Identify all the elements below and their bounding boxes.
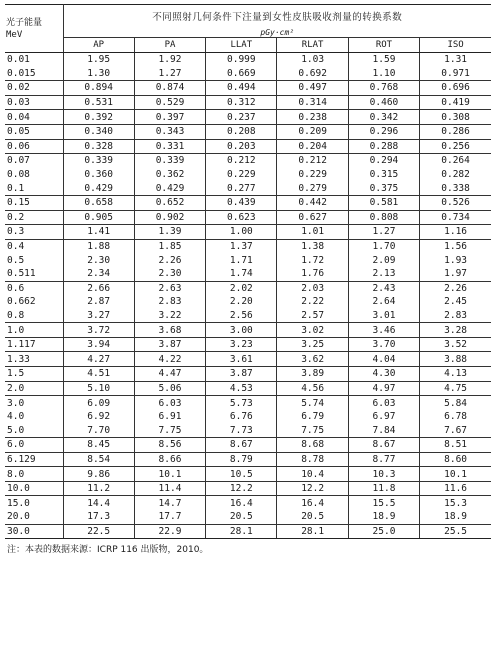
value-cell-iso: 25.5 [420, 524, 491, 539]
value-cell-llat: 0.229 [206, 168, 277, 182]
value-cell-ap: 6.09 [63, 396, 134, 410]
value-cell-llat: 0.494 [206, 81, 277, 96]
value-cell-iso: 5.84 [420, 396, 491, 410]
value-cell-rlat: 10.4 [277, 467, 348, 482]
value-cell-iso: 2.83 [444, 309, 468, 321]
column-header-iso: ISO [420, 38, 491, 53]
value-cell-ap: 2.87 [63, 295, 134, 309]
table-row [5, 281, 491, 295]
value-cell-rlat: 8.78 [277, 452, 348, 467]
table-body [5, 53, 491, 539]
value-cell-pa: 2.63 [134, 281, 205, 295]
table-title: 不同照射几何条件下注量到女性皮肤吸收剂量的转换系数 [63, 5, 491, 28]
value-cell-pa: 17.7 [134, 510, 205, 524]
energy-cell: 0.04 [5, 110, 63, 125]
value-cell-pa: 5.06 [134, 381, 205, 396]
value-cell-iso: 18.9 [444, 511, 468, 523]
table-row [5, 452, 491, 467]
table-row [5, 53, 491, 67]
value-cell-ap: 3.72 [63, 323, 134, 338]
value-cell-rlat: 3.25 [277, 337, 348, 352]
value-cell-pa: 14.7 [134, 496, 205, 510]
value-cell-iso: 8.51 [420, 438, 491, 453]
value-cell-pa: 0.429 [134, 181, 205, 195]
value-cell-rot: 0.294 [348, 154, 419, 168]
value-cell-pa: 0.331 [134, 139, 205, 154]
energy-cell: 1.117 [5, 337, 63, 352]
value-cell-rot: 3.46 [348, 323, 419, 338]
value-cell-ap: 17.3 [63, 510, 134, 524]
value-cell-iso: 2.26 [420, 281, 491, 295]
table-row [5, 524, 491, 539]
table-header [5, 5, 491, 53]
value-cell-rot: 2.09 [348, 253, 419, 267]
value-cell-llat: 0.312 [206, 95, 277, 110]
value-cell-llat: 2.02 [206, 281, 277, 295]
value-cell-rot: 0.581 [348, 195, 419, 210]
value-cell-rlat: 5.74 [277, 396, 348, 410]
value-cell-ap: 0.905 [63, 210, 134, 225]
conversion-coefficient-table [5, 4, 491, 539]
energy-cell: 0.01 [5, 53, 63, 67]
value-cell-rot: 15.5 [348, 496, 419, 510]
table-row [5, 67, 491, 81]
table-row [5, 267, 491, 281]
value-cell-rlat: 3.89 [277, 367, 348, 382]
value-cell-rlat: 3.62 [277, 352, 348, 367]
value-cell-rlat: 0.229 [277, 168, 348, 182]
coefficient-unit: pGy·cm² [260, 27, 295, 37]
energy-cell: 15.0 [5, 496, 63, 510]
value-cell-iso: 0.286 [420, 124, 491, 139]
value-cell-ap: 0.392 [63, 110, 134, 125]
value-cell-ap: 1.88 [63, 239, 134, 253]
table-row [5, 225, 491, 240]
table-row [5, 139, 491, 154]
value-cell-llat: 1.74 [206, 267, 277, 281]
value-cell-ap: 6.92 [63, 410, 134, 424]
value-cell-llat: 28.1 [206, 524, 277, 539]
value-cell-llat: 12.2 [206, 481, 277, 496]
value-cell-ap: 22.5 [63, 524, 134, 539]
value-cell-llat: 8.67 [206, 438, 277, 453]
value-cell-rlat: 16.4 [277, 496, 348, 510]
conversion-coefficient-document [5, 4, 493, 555]
table-row [5, 467, 491, 482]
value-cell-iso: 1.97 [444, 268, 468, 280]
energy-cell: 1.5 [5, 367, 63, 382]
value-cell-rlat: 2.03 [277, 281, 348, 295]
value-cell-rot: 7.84 [348, 423, 419, 437]
value-cell-iso: 8.60 [420, 452, 491, 467]
energy-cell: 1.33 [5, 352, 63, 367]
value-cell-pa: 10.1 [134, 467, 205, 482]
value-cell-llat: 1.37 [206, 239, 277, 253]
energy-cell: 0.015 [5, 67, 63, 81]
value-cell-rot: 2.43 [348, 281, 419, 295]
value-cell-ap: 0.340 [63, 124, 134, 139]
value-cell-ap: 2.34 [63, 267, 134, 281]
value-cell-ap: 14.4 [63, 496, 134, 510]
value-cell-ap: 0.531 [63, 95, 134, 110]
energy-cell: 0.6 [5, 281, 63, 295]
value-cell-pa: 1.85 [134, 239, 205, 253]
value-cell-iso: 15.3 [420, 496, 491, 510]
value-cell-rot: 25.0 [348, 524, 419, 539]
value-cell-rlat: 0.238 [277, 110, 348, 125]
value-cell-llat: 6.76 [206, 410, 277, 424]
energy-cell: 0.5 [5, 253, 63, 267]
value-cell-pa: 2.30 [134, 267, 205, 281]
value-cell-pa: 1.39 [134, 225, 205, 240]
value-cell-ap: 3.94 [63, 337, 134, 352]
value-cell-iso: 1.31 [444, 54, 468, 66]
value-cell-pa: 11.4 [134, 481, 205, 496]
value-cell-llat: 2.56 [206, 309, 277, 323]
table-row [5, 81, 491, 96]
photon-energy-label: 光子能量 [6, 17, 43, 28]
value-cell-rlat: 0.497 [277, 81, 348, 96]
value-cell-iso: 0.308 [420, 110, 491, 125]
value-cell-rot: 0.808 [348, 210, 419, 225]
value-cell-rlat: 2.22 [277, 295, 348, 309]
value-cell-rot: 1.27 [348, 225, 419, 240]
value-cell-rot: 0.296 [348, 124, 419, 139]
energy-cell: 5.0 [5, 423, 63, 437]
value-cell-iso: 0.734 [420, 210, 491, 225]
value-cell-pa: 1.92 [134, 53, 205, 67]
value-cell-pa: 1.27 [134, 67, 205, 81]
value-cell-ap: 4.27 [63, 352, 134, 367]
value-cell-pa: 4.22 [134, 352, 205, 367]
value-cell-rot: 18.9 [348, 510, 419, 524]
photon-energy-unit: MeV [6, 29, 23, 40]
value-cell-rot: 8.67 [348, 438, 419, 453]
value-cell-rlat: 0.692 [277, 67, 348, 81]
value-cell-rlat: 1.38 [277, 239, 348, 253]
value-cell-ap: 7.70 [63, 423, 134, 437]
value-cell-pa: 3.22 [134, 309, 205, 323]
table-row [5, 381, 491, 396]
value-cell-llat: 0.623 [206, 210, 277, 225]
table-row [5, 110, 491, 125]
value-cell-iso: 3.88 [420, 352, 491, 367]
value-cell-rlat: 4.56 [277, 381, 348, 396]
value-cell-iso: 0.264 [420, 154, 491, 168]
value-cell-rot: 0.460 [348, 95, 419, 110]
energy-cell: 3.0 [5, 396, 63, 410]
value-cell-iso: 0.282 [441, 169, 470, 181]
value-cell-rot: 3.01 [348, 309, 419, 323]
value-cell-iso: 0.256 [420, 139, 491, 154]
value-cell-pa: 0.874 [134, 81, 205, 96]
table-row [5, 168, 491, 182]
table-row [5, 154, 491, 168]
value-cell-rlat: 0.209 [277, 124, 348, 139]
column-header-rlat: RLAT [277, 38, 348, 53]
value-cell-rlat: 1.01 [277, 225, 348, 240]
value-cell-ap: 1.30 [63, 67, 134, 81]
table-row [5, 124, 491, 139]
value-cell-llat: 0.277 [206, 181, 277, 195]
value-cell-rot: 4.97 [348, 381, 419, 396]
value-cell-ap: 11.2 [63, 481, 134, 496]
value-cell-pa: 6.91 [134, 410, 205, 424]
column-header-rot: ROT [348, 38, 419, 53]
value-cell-llat: 20.5 [206, 510, 277, 524]
value-cell-pa: 0.343 [134, 124, 205, 139]
value-cell-pa: 2.26 [134, 253, 205, 267]
value-cell-ap: 8.54 [63, 452, 134, 467]
value-cell-rlat: 0.279 [277, 181, 348, 195]
value-cell-rlat: 3.02 [277, 323, 348, 338]
value-cell-llat: 0.212 [206, 154, 277, 168]
value-cell-llat: 0.669 [206, 67, 277, 81]
value-cell-ap: 0.894 [63, 81, 134, 96]
value-cell-iso: 0.526 [420, 195, 491, 210]
value-cell-iso: 4.13 [420, 367, 491, 382]
value-cell-rlat: 0.627 [277, 210, 348, 225]
value-cell-rlat: 12.2 [277, 481, 348, 496]
value-cell-llat: 2.20 [206, 295, 277, 309]
value-cell-iso: 6.78 [444, 411, 468, 423]
table-row [5, 367, 491, 382]
value-cell-ap: 2.30 [63, 253, 134, 267]
value-cell-rot: 4.30 [348, 367, 419, 382]
value-cell-iso: 1.93 [444, 254, 468, 266]
energy-cell: 0.05 [5, 124, 63, 139]
value-cell-pa: 0.362 [134, 168, 205, 182]
table-row [5, 95, 491, 110]
value-cell-llat: 0.999 [206, 53, 277, 67]
value-cell-pa: 0.529 [134, 95, 205, 110]
value-cell-rlat: 0.212 [277, 154, 348, 168]
energy-cell: 2.0 [5, 381, 63, 396]
table-row [5, 323, 491, 338]
energy-cell: 0.06 [5, 139, 63, 154]
value-cell-ap: 0.328 [63, 139, 134, 154]
value-cell-pa: 8.66 [134, 452, 205, 467]
energy-cell: 0.2 [5, 210, 63, 225]
value-cell-rlat: 7.75 [277, 423, 348, 437]
energy-cell: 0.08 [5, 168, 63, 182]
table-row [5, 239, 491, 253]
energy-cell: 0.02 [5, 81, 63, 96]
energy-cell: 8.0 [5, 467, 63, 482]
value-cell-rot: 1.10 [348, 67, 419, 81]
value-cell-llat: 0.208 [206, 124, 277, 139]
value-cell-rot: 1.59 [348, 53, 419, 67]
value-cell-rlat: 0.314 [277, 95, 348, 110]
table-row [5, 295, 491, 309]
value-cell-ap: 3.27 [63, 309, 134, 323]
value-cell-ap: 0.339 [63, 154, 134, 168]
value-cell-pa: 22.9 [134, 524, 205, 539]
value-cell-rlat: 20.5 [277, 510, 348, 524]
value-cell-rot: 8.77 [348, 452, 419, 467]
energy-cell: 0.8 [5, 309, 63, 323]
energy-cell: 30.0 [5, 524, 63, 539]
value-cell-llat: 5.73 [206, 396, 277, 410]
value-cell-llat: 8.79 [206, 452, 277, 467]
value-cell-iso: 0.696 [420, 81, 491, 96]
value-cell-ap: 4.51 [63, 367, 134, 382]
value-cell-iso: 3.52 [420, 337, 491, 352]
value-cell-rot: 6.03 [348, 396, 419, 410]
energy-cell: 20.0 [5, 510, 63, 524]
value-cell-rot: 1.70 [348, 239, 419, 253]
value-cell-iso: 1.16 [420, 225, 491, 240]
energy-cell: 6.129 [5, 452, 63, 467]
value-cell-pa: 3.87 [134, 337, 205, 352]
value-cell-llat: 3.87 [206, 367, 277, 382]
value-cell-ap: 1.41 [63, 225, 134, 240]
value-cell-pa: 0.339 [134, 154, 205, 168]
value-cell-llat: 4.53 [206, 381, 277, 396]
value-cell-llat: 1.71 [206, 253, 277, 267]
value-cell-rot: 2.13 [348, 267, 419, 281]
value-cell-iso: 7.67 [444, 424, 468, 436]
value-cell-pa: 2.83 [134, 295, 205, 309]
table-row [5, 423, 491, 437]
value-cell-llat: 16.4 [206, 496, 277, 510]
value-cell-ap: 0.658 [63, 195, 134, 210]
table-row [5, 337, 491, 352]
value-cell-rot: 0.375 [348, 181, 419, 195]
table-row [5, 352, 491, 367]
value-cell-llat: 0.439 [206, 195, 277, 210]
energy-cell: 0.662 [5, 295, 63, 309]
energy-cell: 0.4 [5, 239, 63, 253]
energy-cell: 6.0 [5, 438, 63, 453]
table-row [5, 481, 491, 496]
value-cell-llat: 3.00 [206, 323, 277, 338]
energy-cell: 0.511 [5, 267, 63, 281]
value-cell-llat: 1.00 [206, 225, 277, 240]
energy-cell: 0.3 [5, 225, 63, 240]
value-cell-rot: 0.768 [348, 81, 419, 96]
energy-cell: 0.07 [5, 154, 63, 168]
value-cell-rot: 0.342 [348, 110, 419, 125]
column-header-pa: PA [134, 38, 205, 53]
value-cell-iso: 11.6 [420, 481, 491, 496]
value-cell-rlat: 8.68 [277, 438, 348, 453]
value-cell-rot: 0.315 [348, 168, 419, 182]
value-cell-iso: 0.338 [441, 182, 470, 194]
energy-cell: 0.03 [5, 95, 63, 110]
value-cell-iso: 3.28 [420, 323, 491, 338]
value-cell-iso: 4.75 [420, 381, 491, 396]
value-cell-iso: 2.45 [444, 296, 468, 308]
value-cell-llat: 10.5 [206, 467, 277, 482]
column-header-llat: LLAT [206, 38, 277, 53]
energy-cell: 4.0 [5, 410, 63, 424]
table-row [5, 438, 491, 453]
value-cell-pa: 0.652 [134, 195, 205, 210]
value-cell-ap: 0.360 [63, 168, 134, 182]
value-cell-rlat: 0.204 [277, 139, 348, 154]
value-cell-rot: 3.70 [348, 337, 419, 352]
table-row [5, 195, 491, 210]
table-row [5, 496, 491, 510]
value-cell-rot: 2.64 [348, 295, 419, 309]
value-cell-rlat: 6.79 [277, 410, 348, 424]
table-row [5, 510, 491, 524]
photon-energy-header [5, 5, 63, 53]
value-cell-ap: 5.10 [63, 381, 134, 396]
value-cell-ap: 0.429 [63, 181, 134, 195]
value-cell-pa: 8.56 [134, 438, 205, 453]
value-cell-rot: 6.97 [348, 410, 419, 424]
table-row [5, 181, 491, 195]
value-cell-rlat: 1.72 [277, 253, 348, 267]
value-cell-llat: 7.73 [206, 423, 277, 437]
value-cell-ap: 1.95 [63, 53, 134, 67]
table-row [5, 396, 491, 410]
energy-cell: 0.1 [5, 181, 63, 195]
value-cell-rot: 10.3 [348, 467, 419, 482]
value-cell-rlat: 1.03 [277, 53, 348, 67]
value-cell-rot: 11.8 [348, 481, 419, 496]
value-cell-rot: 0.288 [348, 139, 419, 154]
table-row [5, 253, 491, 267]
energy-cell: 1.0 [5, 323, 63, 338]
energy-cell: 10.0 [5, 481, 63, 496]
column-header-ap: AP [63, 38, 134, 53]
value-cell-pa: 7.75 [134, 423, 205, 437]
source-note: 注：本表的数据来源：ICRP 116 出版物，2010。 [7, 545, 209, 556]
value-cell-pa: 4.47 [134, 367, 205, 382]
value-cell-pa: 0.397 [134, 110, 205, 125]
value-cell-rlat: 28.1 [277, 524, 348, 539]
value-cell-iso: 0.971 [441, 67, 470, 79]
value-cell-pa: 6.03 [134, 396, 205, 410]
value-cell-iso: 0.419 [420, 95, 491, 110]
table-row [5, 309, 491, 323]
table-row [5, 210, 491, 225]
value-cell-rlat: 2.57 [277, 309, 348, 323]
table-row [5, 410, 491, 424]
value-cell-ap: 2.66 [63, 281, 134, 295]
energy-cell: 0.15 [5, 195, 63, 210]
value-cell-pa: 3.68 [134, 323, 205, 338]
value-cell-iso: 1.56 [420, 239, 491, 253]
value-cell-ap: 9.86 [63, 467, 134, 482]
value-cell-llat: 0.237 [206, 110, 277, 125]
value-cell-ap: 8.45 [63, 438, 134, 453]
value-cell-rlat: 1.76 [277, 267, 348, 281]
value-cell-llat: 3.61 [206, 352, 277, 367]
value-cell-pa: 0.902 [134, 210, 205, 225]
value-cell-rlat: 0.442 [277, 195, 348, 210]
value-cell-llat: 0.203 [206, 139, 277, 154]
value-cell-rot: 4.04 [348, 352, 419, 367]
value-cell-llat: 3.23 [206, 337, 277, 352]
value-cell-iso: 10.1 [420, 467, 491, 482]
